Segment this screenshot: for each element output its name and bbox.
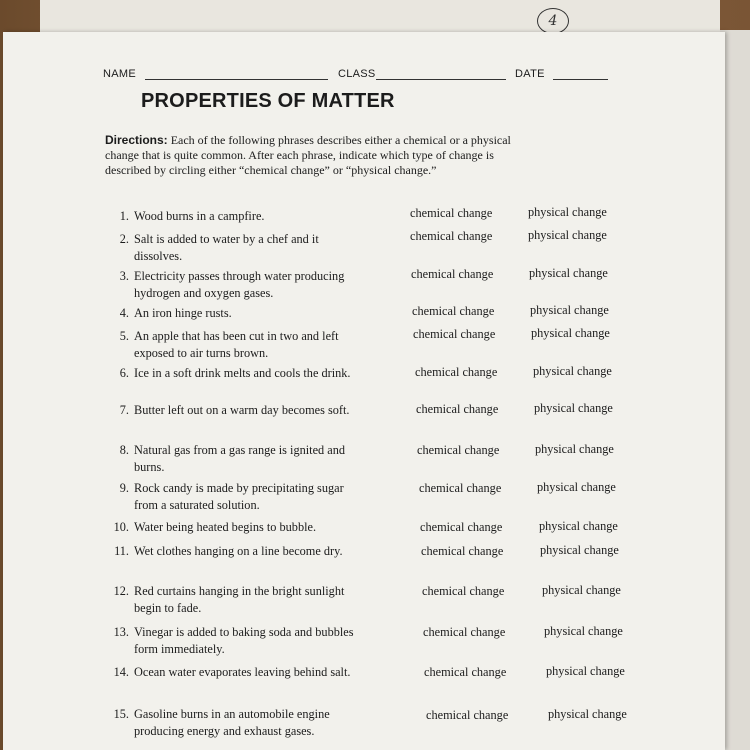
question-text: Ocean water evaporates leaving behind salt. bbox=[134, 665, 351, 679]
directions bbox=[105, 133, 530, 178]
chemical-change-option[interactable]: chemical change bbox=[410, 229, 493, 243]
question-text: Rock candy is made by precipitating sugar from a saturated solution. bbox=[134, 481, 344, 512]
question-text: Electricity passes through water producing hydrogen and oxygen gases. bbox=[134, 269, 345, 300]
question-text: Salt is added to water by a chef and it dissolves. bbox=[134, 232, 319, 263]
chemical-change-option[interactable]: chemical change bbox=[410, 206, 493, 220]
date-label: DATE bbox=[515, 68, 545, 80]
chemical-change-option[interactable]: chemical change bbox=[421, 544, 504, 558]
physical-change-option[interactable]: physical change bbox=[533, 364, 612, 378]
directions-text: Each of the following phrases describes either a chemical or a physical change that is quite common. After each phrase, indicate which type of change is described by circling either “chemical change” or “physical change.” bbox=[105, 133, 511, 177]
physical-change-option[interactable]: physical change bbox=[548, 707, 627, 721]
question-number: 11. bbox=[114, 544, 129, 558]
question-text: Red curtains hanging in the bright sunlight begin to fade. bbox=[134, 584, 345, 615]
question-number: 12. bbox=[113, 584, 129, 598]
question-number: 8. bbox=[119, 443, 129, 457]
question-number: 6. bbox=[119, 366, 129, 380]
question-number: 9. bbox=[119, 481, 129, 495]
name-field[interactable] bbox=[145, 79, 328, 80]
physical-change-option[interactable]: physical change bbox=[528, 228, 607, 242]
circled-page-number-text: 4 bbox=[548, 13, 558, 29]
physical-change-option[interactable]: physical change bbox=[540, 543, 619, 557]
question-number: 4. bbox=[119, 306, 129, 320]
chemical-change-option[interactable]: chemical change bbox=[411, 267, 494, 281]
chemical-change-option[interactable]: chemical change bbox=[420, 520, 503, 534]
chemical-change-option[interactable]: chemical change bbox=[416, 402, 499, 416]
chemical-change-option[interactable]: chemical change bbox=[415, 365, 498, 379]
question-number: 3. bbox=[119, 269, 129, 283]
question-number: 14. bbox=[113, 665, 129, 679]
chemical-change-option[interactable]: chemical change bbox=[419, 481, 502, 495]
class-field[interactable] bbox=[376, 79, 506, 80]
page-title: PROPERTIES OF MATTER bbox=[141, 90, 395, 112]
question-number: 2. bbox=[119, 232, 129, 246]
physical-change-option[interactable]: physical change bbox=[530, 303, 609, 317]
physical-change-option[interactable]: physical change bbox=[528, 205, 607, 219]
question-number: 15. bbox=[113, 707, 129, 721]
question-number: 10. bbox=[113, 520, 129, 534]
physical-change-option[interactable]: physical change bbox=[539, 519, 618, 533]
physical-change-option[interactable]: physical change bbox=[546, 664, 625, 678]
directions-label: Directions: bbox=[105, 133, 168, 147]
question-text: Ice in a soft drink melts and cools the drink. bbox=[134, 366, 351, 380]
question-number: 13. bbox=[113, 625, 129, 639]
question-number: 7. bbox=[119, 403, 129, 417]
physical-change-option[interactable]: physical change bbox=[531, 326, 610, 340]
physical-change-option[interactable]: physical change bbox=[537, 480, 616, 494]
date-field[interactable] bbox=[553, 79, 608, 80]
chemical-change-option[interactable]: chemical change bbox=[424, 665, 507, 679]
chemical-change-option[interactable]: chemical change bbox=[422, 584, 505, 598]
question-text: Butter left out on a warm day becomes soft. bbox=[134, 403, 350, 417]
question-number: 1. bbox=[119, 209, 129, 223]
question-text: Wood burns in a campfire. bbox=[134, 209, 265, 223]
chemical-change-option[interactable]: chemical change bbox=[417, 443, 500, 457]
chemical-change-option[interactable]: chemical change bbox=[423, 625, 506, 639]
physical-change-option[interactable]: physical change bbox=[535, 442, 614, 456]
physical-change-option[interactable]: physical change bbox=[534, 401, 613, 415]
worksheet-page bbox=[3, 32, 725, 750]
circled-page-number bbox=[537, 8, 569, 34]
question-text: Natural gas from a gas range is ignited and burns. bbox=[134, 443, 346, 474]
question-text: Vinegar is added to baking soda and bubbles form immediately. bbox=[134, 625, 354, 656]
chemical-change-option[interactable]: chemical change bbox=[412, 304, 495, 318]
class-label: CLASS bbox=[338, 68, 376, 80]
question-text: Wet clothes hanging on a line become dry. bbox=[134, 544, 343, 558]
question-number: 5. bbox=[119, 329, 129, 343]
physical-change-option[interactable]: physical change bbox=[529, 266, 608, 280]
chemical-change-option[interactable]: chemical change bbox=[413, 327, 496, 341]
physical-change-option[interactable]: physical change bbox=[544, 624, 623, 638]
question-text: An iron hinge rusts. bbox=[134, 306, 232, 320]
physical-change-option[interactable]: physical change bbox=[542, 583, 621, 597]
name-label: NAME bbox=[103, 68, 136, 80]
question-text: An apple that has been cut in two and left exposed to air turns brown. bbox=[134, 329, 339, 360]
question-text: Water being heated begins to bubble. bbox=[134, 520, 317, 534]
question-text: Gasoline burns in an automobile engine producing energy and exhaust gases. bbox=[134, 707, 330, 738]
chemical-change-option[interactable]: chemical change bbox=[426, 708, 509, 722]
